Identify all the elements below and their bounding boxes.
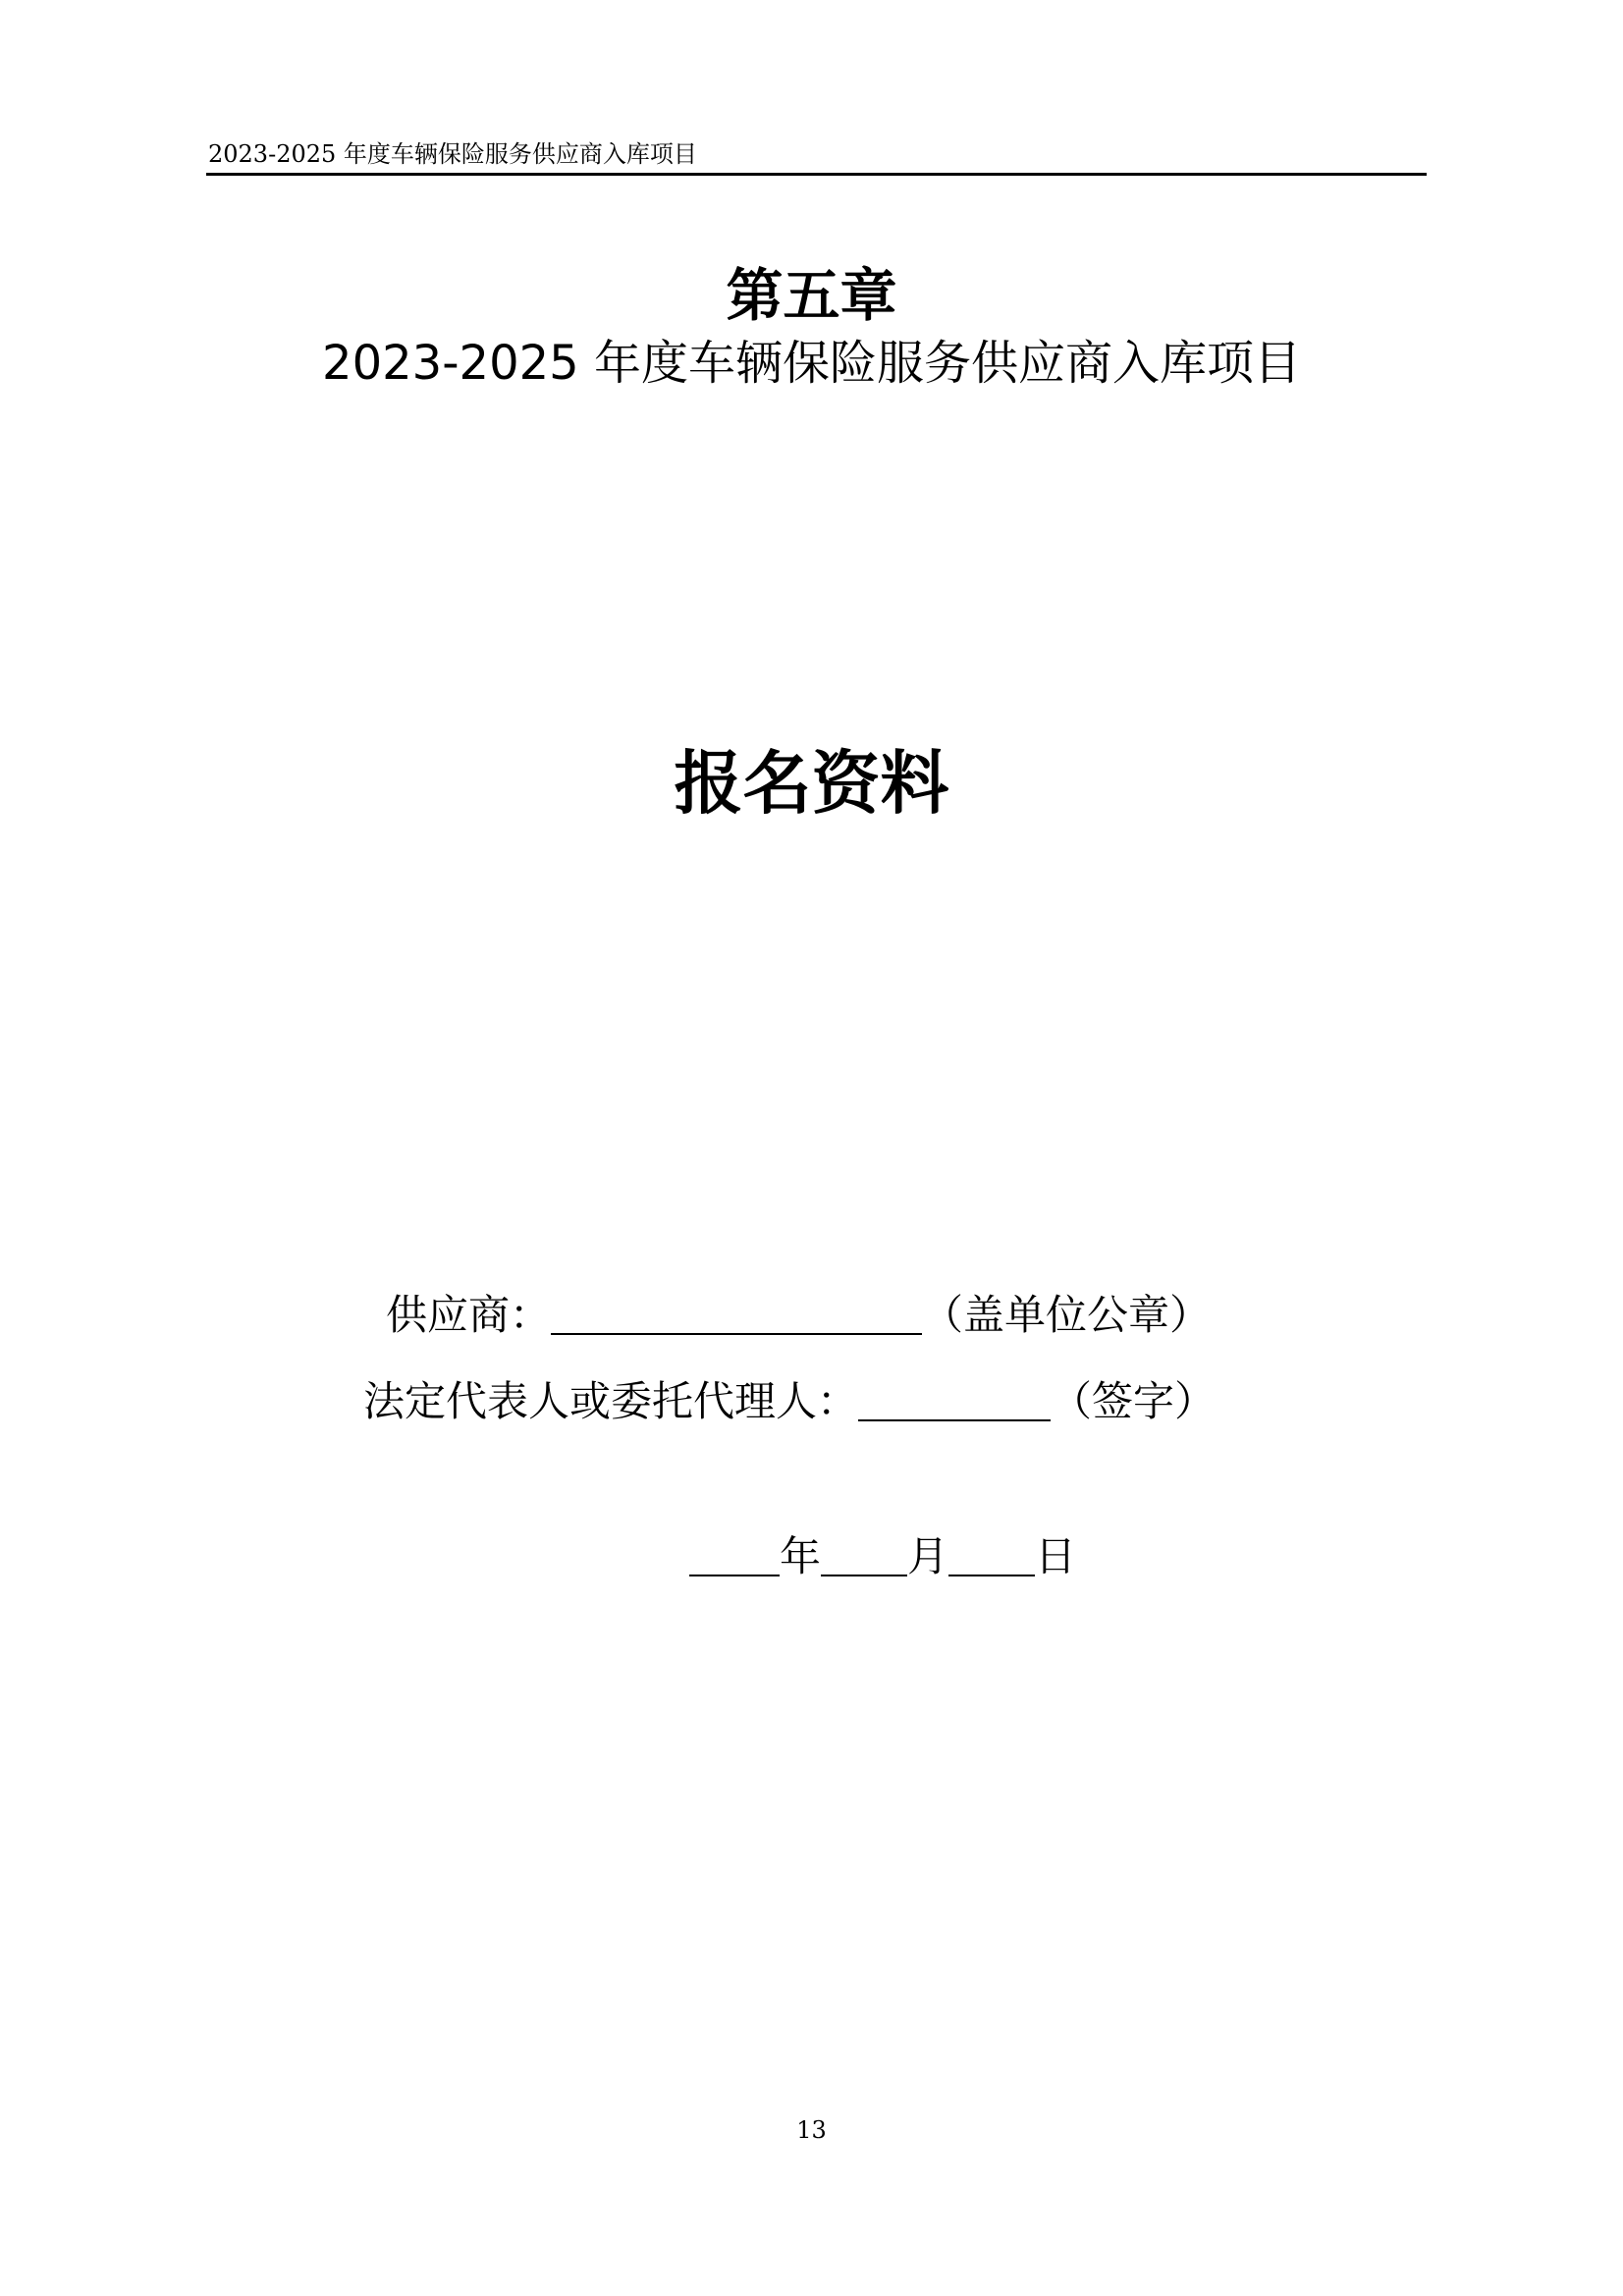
- year-label: 年: [780, 1532, 822, 1580]
- month-label: 月: [907, 1532, 949, 1580]
- header-rule: [206, 173, 1427, 176]
- supplier-field[interactable]: [551, 1294, 922, 1335]
- document-title: 报名资料: [674, 742, 949, 824]
- date-line: [689, 1531, 1076, 1582]
- representative-sign-note: （签字）: [1051, 1377, 1217, 1425]
- project-title: 2023-2025 年度车辆保险服务供应商入库项目: [322, 336, 1301, 391]
- year-field[interactable]: [689, 1535, 780, 1576]
- month-field[interactable]: [821, 1535, 907, 1576]
- chapter-title: 第五章: [726, 262, 897, 329]
- day-field[interactable]: [948, 1535, 1035, 1576]
- representative-line: [363, 1376, 1216, 1427]
- running-header-title: 2023-2025 年度车辆保险服务供应商入库项目: [208, 140, 697, 168]
- supplier-line: [386, 1290, 1211, 1341]
- page-number: 13: [796, 2116, 827, 2144]
- day-label: 日: [1035, 1532, 1077, 1580]
- representative-field[interactable]: [858, 1380, 1051, 1421]
- representative-label: 法定代表人或委托代理人：: [363, 1377, 859, 1425]
- supplier-label: 供应商：: [386, 1291, 552, 1339]
- supplier-seal-note: （盖单位公章）: [922, 1291, 1212, 1339]
